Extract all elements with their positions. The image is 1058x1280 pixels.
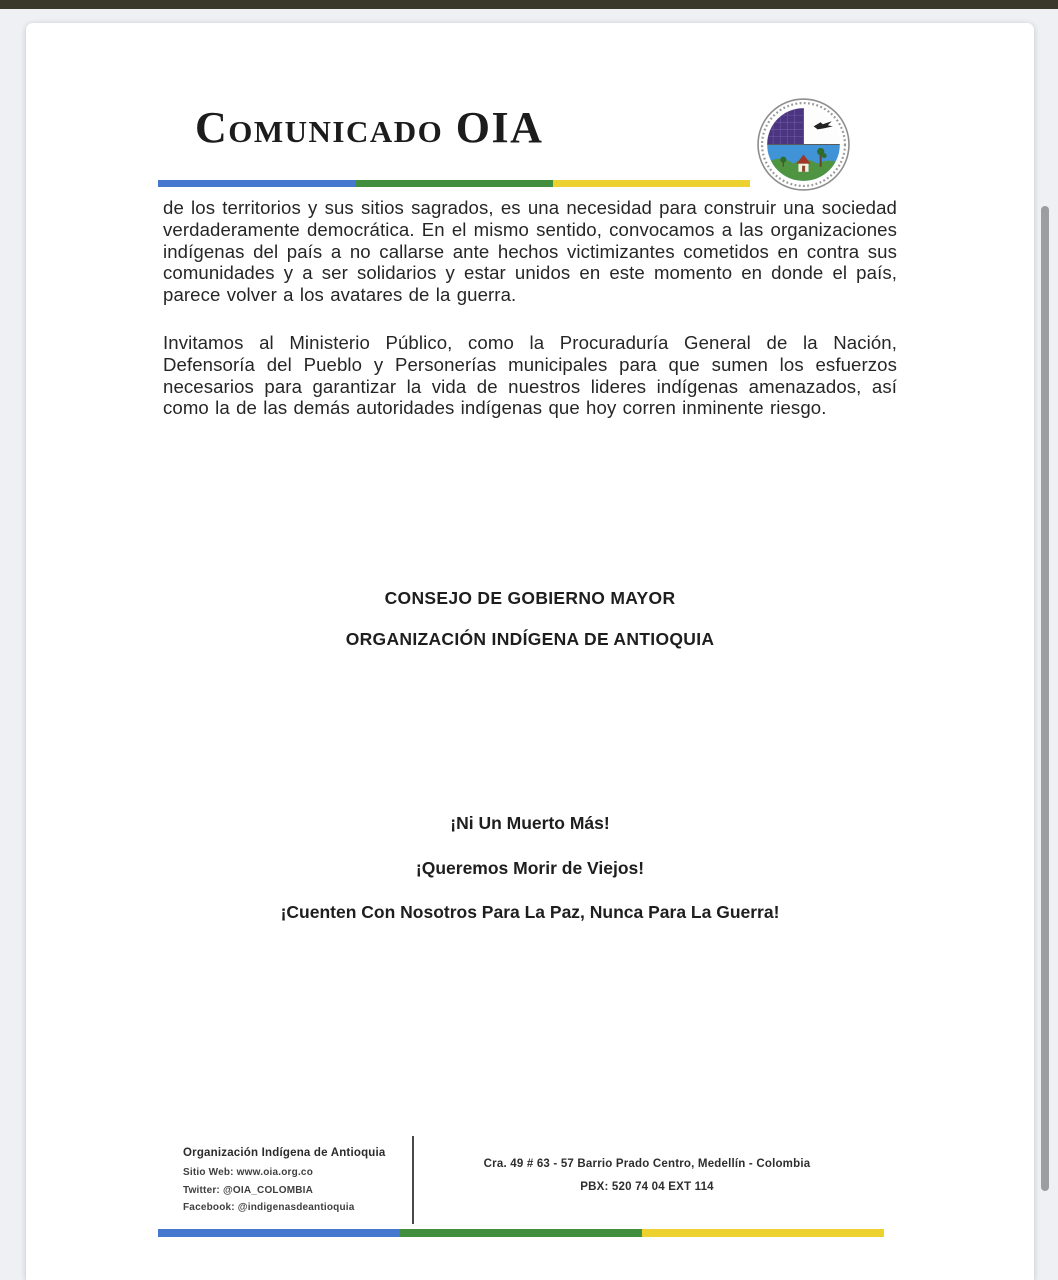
tricolor-green-segment	[400, 1229, 642, 1237]
slogan-line-3: ¡Cuenten Con Nosotros Para La Paz, Nunca Para La Guerra!	[280, 902, 780, 922]
tricolor-green-segment	[356, 180, 553, 187]
body-paragraph-1: de los territorios y sus sitios sagrados, es una necesidad para construir una sociedad verdaderamente democrática. En el mismo sentido, convocamos a las organizaciones indígenas del país a no callarse ante hechos victimizantes cometidos en contra sus comunidades y a ser solidarios y estar unidos en este momento en donde el país, parece volver a los avatares de la guerra.	[163, 197, 897, 306]
slogan-line-2: ¡Queremos Morir de Viejos!	[415, 858, 645, 878]
footer-twitter: Twitter: @OIA_COLOMBIA	[183, 1185, 314, 1196]
tricolor-blue-segment	[158, 180, 356, 187]
app-top-bar	[0, 0, 1058, 9]
signature-heading-consejo: CONSEJO DE GOBIERNO MAYOR	[384, 588, 676, 608]
footer-divider	[412, 1136, 414, 1224]
footer-org-name: Organización Indígena de Antioquia	[183, 1147, 386, 1159]
tricolor-yellow-segment	[553, 180, 750, 187]
footer-facebook: Facebook: @indigenasdeantioquia	[183, 1202, 355, 1213]
footer-address: Cra. 49 # 63 - 57 Barrio Prado Centro, Medellín - Colombia	[483, 1158, 811, 1170]
scrollbar-thumb[interactable]	[1041, 206, 1049, 1191]
footer-pbx: PBX: 520 74 04 EXT 114	[580, 1181, 714, 1193]
footer-website: Sitio Web: www.oia.org.co	[183, 1167, 314, 1178]
body-paragraph-2: Invitamos al Ministerio Público, como la Procuraduría General de la Nación, Defensoría del Pueblo y Personerías municipales para que sumen los esfuerzos necesarios para garantizar la vida de nuestros lideres indígenas amenazados, así como la de las demás autoridades indígenas que hoy corren inminente riesgo.	[163, 332, 897, 419]
slogan-line-1: ¡Ni Un Muerto Más!	[450, 813, 610, 833]
footer-tricolor-bar	[158, 1229, 884, 1237]
document-title: Comunicado OIA	[195, 103, 544, 152]
header-tricolor-bar	[158, 180, 750, 187]
tricolor-blue-segment	[158, 1229, 400, 1237]
signature-heading-organizacion: ORGANIZACIÓN INDÍGENA DE ANTIOQUIA	[345, 629, 715, 649]
tricolor-yellow-segment	[642, 1229, 884, 1237]
oia-seal-logo-icon	[755, 96, 852, 193]
